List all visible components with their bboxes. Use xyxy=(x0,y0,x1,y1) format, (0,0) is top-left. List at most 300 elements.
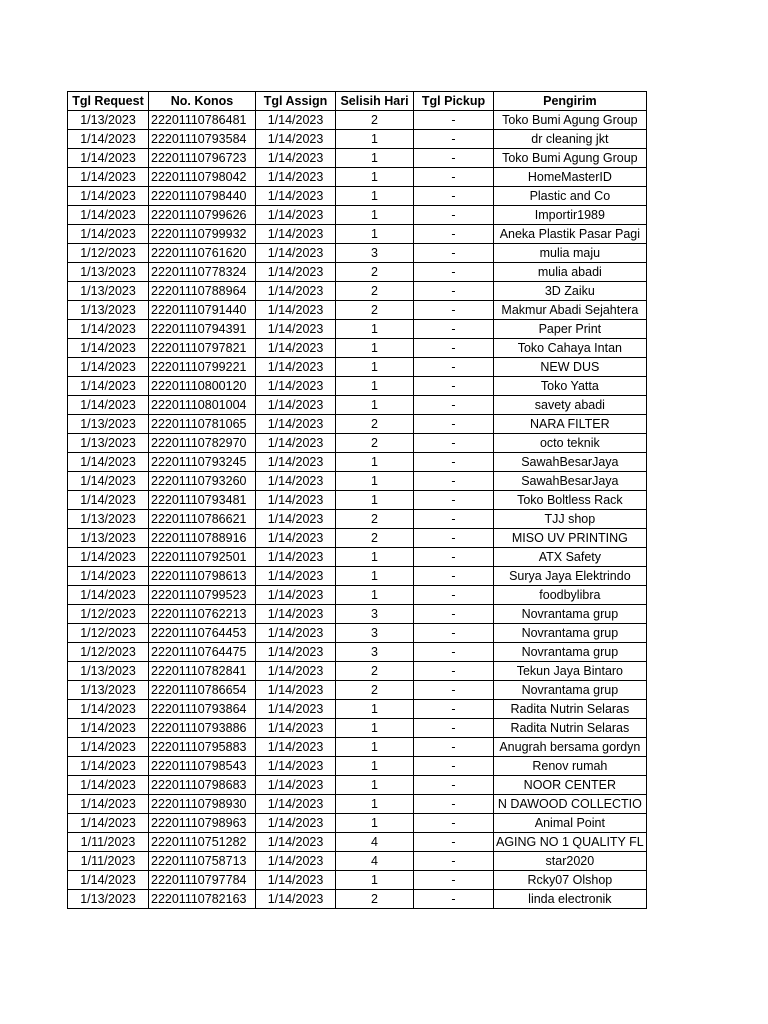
pengirim-cell[interactable] xyxy=(494,453,647,472)
no-konos-cell[interactable]: 22201110792501 xyxy=(149,548,256,567)
tgl-request-cell[interactable]: 1/13/2023 xyxy=(68,263,149,282)
selisih-hari-cell[interactable]: 1 xyxy=(336,491,414,510)
table-row xyxy=(68,396,647,415)
tgl-assign-cell[interactable]: 1/14/2023 xyxy=(256,453,336,472)
no-konos-cell[interactable]: 22201110801004 xyxy=(149,396,256,415)
pengirim-cell[interactable] xyxy=(494,871,647,890)
pengirim-cell[interactable] xyxy=(494,662,647,681)
tgl-assign-cell[interactable]: 1/14/2023 xyxy=(256,776,336,795)
table-row xyxy=(68,833,647,852)
no-konos-cell[interactable]: 22201110796723 xyxy=(149,149,256,168)
header-pengirim[interactable]: Pengirim xyxy=(494,92,647,111)
selisih-hari-cell[interactable]: 1 xyxy=(336,814,414,833)
no-konos-cell[interactable]: 22201110799523 xyxy=(149,586,256,605)
pengirim-cell[interactable] xyxy=(494,795,647,814)
table-row xyxy=(68,453,647,472)
pengirim-cell[interactable] xyxy=(494,130,647,149)
tgl-assign-cell[interactable]: 1/14/2023 xyxy=(256,757,336,776)
tgl-request-cell[interactable]: 1/14/2023 xyxy=(68,358,149,377)
tgl-pickup-cell[interactable]: - xyxy=(414,377,494,396)
no-konos-cell[interactable]: 22201110791440 xyxy=(149,301,256,320)
selisih-hari-cell[interactable]: 4 xyxy=(336,852,414,871)
no-konos-cell[interactable]: 22201110798440 xyxy=(149,187,256,206)
tgl-request-cell[interactable]: 1/14/2023 xyxy=(68,871,149,890)
selisih-hari-cell[interactable]: 2 xyxy=(336,301,414,320)
pengirim-text: TJJ shop xyxy=(544,512,596,526)
table-row xyxy=(68,700,647,719)
pengirim-cell[interactable] xyxy=(494,225,647,244)
no-konos-cell[interactable]: 22201110794391 xyxy=(149,320,256,339)
tgl-assign-cell[interactable]: 1/14/2023 xyxy=(256,206,336,225)
pengirim-cell[interactable] xyxy=(494,187,647,206)
tgl-pickup-cell[interactable]: - xyxy=(414,149,494,168)
no-konos-cell[interactable]: 22201110782163 xyxy=(149,890,256,909)
tgl-request-cell[interactable]: 1/11/2023 xyxy=(68,852,149,871)
tgl-assign-cell[interactable]: 1/14/2023 xyxy=(256,852,336,871)
tgl-request-cell[interactable]: 1/14/2023 xyxy=(68,757,149,776)
no-konos-cell[interactable]: 22201110764453 xyxy=(149,624,256,643)
tgl-assign-cell[interactable]: 1/14/2023 xyxy=(256,700,336,719)
pengirim-cell[interactable] xyxy=(494,814,647,833)
pengirim-cell[interactable] xyxy=(494,776,647,795)
selisih-hari-cell[interactable]: 1 xyxy=(336,377,414,396)
no-konos-cell[interactable]: 22201110799221 xyxy=(149,358,256,377)
selisih-hari-cell[interactable]: 1 xyxy=(336,738,414,757)
no-konos-cell[interactable]: 22201110788964 xyxy=(149,282,256,301)
table-row xyxy=(68,263,647,282)
pengirim-cell[interactable] xyxy=(494,852,647,871)
tgl-assign-cell[interactable]: 1/14/2023 xyxy=(256,643,336,662)
pengirim-cell[interactable] xyxy=(494,168,647,187)
no-konos-cell[interactable]: 22201110793886 xyxy=(149,719,256,738)
tgl-request-cell[interactable]: 1/14/2023 xyxy=(68,377,149,396)
tgl-assign-cell[interactable]: 1/14/2023 xyxy=(256,187,336,206)
tgl-pickup-cell[interactable]: - xyxy=(414,529,494,548)
selisih-hari-cell[interactable]: 1 xyxy=(336,339,414,358)
no-konos-cell[interactable]: 22201110798042 xyxy=(149,168,256,187)
tgl-request-cell[interactable]: 1/14/2023 xyxy=(68,206,149,225)
tgl-assign-cell[interactable]: 1/14/2023 xyxy=(256,833,336,852)
tgl-pickup-cell[interactable]: - xyxy=(414,757,494,776)
no-konos-cell[interactable]: 22201110798930 xyxy=(149,795,256,814)
pengirim-cell[interactable] xyxy=(494,700,647,719)
pengirim-text: Novrantama grup xyxy=(521,607,619,621)
tgl-request-cell[interactable]: 1/14/2023 xyxy=(68,491,149,510)
selisih-hari-cell[interactable]: 1 xyxy=(336,320,414,339)
tgl-pickup-cell[interactable]: - xyxy=(414,339,494,358)
no-konos-cell[interactable]: 22201110782841 xyxy=(149,662,256,681)
tgl-assign-cell[interactable]: 1/14/2023 xyxy=(256,282,336,301)
selisih-hari-cell[interactable]: 1 xyxy=(336,149,414,168)
no-konos-cell[interactable]: 22201110786621 xyxy=(149,510,256,529)
table-row xyxy=(68,187,647,206)
pengirim-cell[interactable] xyxy=(494,282,647,301)
pengirim-cell[interactable] xyxy=(494,301,647,320)
selisih-hari-cell[interactable]: 2 xyxy=(336,263,414,282)
tgl-request-cell[interactable]: 1/14/2023 xyxy=(68,339,149,358)
tgl-assign-cell[interactable]: 1/14/2023 xyxy=(256,111,336,130)
table-row xyxy=(68,643,647,662)
no-konos-cell[interactable]: 22201110786481 xyxy=(149,111,256,130)
tgl-assign-cell[interactable]: 1/14/2023 xyxy=(256,263,336,282)
table-row xyxy=(68,206,647,225)
tgl-assign-cell[interactable]: 1/14/2023 xyxy=(256,339,336,358)
pengirim-cell[interactable] xyxy=(494,624,647,643)
pengirim-text: NOOR CENTER xyxy=(523,778,617,792)
table-row xyxy=(68,529,647,548)
header-tgl-assign[interactable]: Tgl Assign xyxy=(256,92,336,111)
pengirim-text: Rcky07 Olshop xyxy=(527,873,613,887)
pengirim-cell[interactable] xyxy=(494,643,647,662)
tgl-pickup-cell[interactable]: - xyxy=(414,719,494,738)
no-konos-cell[interactable]: 22201110799626 xyxy=(149,206,256,225)
tgl-request-cell[interactable]: 1/12/2023 xyxy=(68,624,149,643)
tgl-pickup-cell[interactable]: - xyxy=(414,510,494,529)
tgl-pickup-cell[interactable]: - xyxy=(414,263,494,282)
tgl-pickup-cell[interactable]: - xyxy=(414,206,494,225)
tgl-pickup-cell[interactable]: - xyxy=(414,320,494,339)
selisih-hari-cell[interactable]: 1 xyxy=(336,757,414,776)
pengirim-cell[interactable] xyxy=(494,605,647,624)
table-row xyxy=(68,681,647,700)
pengirim-text: Novrantama grup xyxy=(521,683,619,697)
header-selisih-hari[interactable]: Selisih Hari xyxy=(336,92,414,111)
pengirim-text: ATX Safety xyxy=(538,550,602,564)
tgl-request-cell[interactable]: 1/14/2023 xyxy=(68,795,149,814)
tgl-pickup-cell[interactable]: - xyxy=(414,738,494,757)
tgl-pickup-cell[interactable]: - xyxy=(414,814,494,833)
table-row xyxy=(68,757,647,776)
tgl-request-cell[interactable]: 1/14/2023 xyxy=(68,548,149,567)
tgl-pickup-cell[interactable]: - xyxy=(414,852,494,871)
tgl-pickup-cell[interactable]: - xyxy=(414,187,494,206)
tgl-request-cell[interactable]: 1/12/2023 xyxy=(68,244,149,263)
selisih-hari-cell[interactable]: 1 xyxy=(336,776,414,795)
pengirim-cell[interactable] xyxy=(494,472,647,491)
table-row xyxy=(68,301,647,320)
tgl-assign-cell[interactable]: 1/14/2023 xyxy=(256,396,336,415)
tgl-assign-cell[interactable]: 1/14/2023 xyxy=(256,358,336,377)
tgl-request-cell[interactable]: 1/12/2023 xyxy=(68,643,149,662)
selisih-hari-cell[interactable]: 2 xyxy=(336,434,414,453)
tgl-assign-cell[interactable]: 1/14/2023 xyxy=(256,871,336,890)
pengirim-cell[interactable] xyxy=(494,149,647,168)
tgl-pickup-cell[interactable]: - xyxy=(414,643,494,662)
tgl-request-cell[interactable]: 1/13/2023 xyxy=(68,301,149,320)
tgl-pickup-cell[interactable]: - xyxy=(414,472,494,491)
pengirim-cell[interactable] xyxy=(494,890,647,909)
tgl-request-cell[interactable]: 1/14/2023 xyxy=(68,719,149,738)
table-row xyxy=(68,491,647,510)
selisih-hari-cell[interactable]: 1 xyxy=(336,472,414,491)
pengirim-text: Makmur Abadi Sejahtera xyxy=(501,303,639,317)
tgl-pickup-cell[interactable]: - xyxy=(414,453,494,472)
tgl-assign-cell[interactable]: 1/14/2023 xyxy=(256,510,336,529)
tgl-assign-cell[interactable]: 1/14/2023 xyxy=(256,491,336,510)
tgl-assign-cell[interactable]: 1/14/2023 xyxy=(256,244,336,263)
table-row xyxy=(68,586,647,605)
tgl-request-cell[interactable]: 1/13/2023 xyxy=(68,662,149,681)
table-row xyxy=(68,130,647,149)
table-row xyxy=(68,890,647,909)
pengirim-cell[interactable] xyxy=(494,111,647,130)
selisih-hari-cell[interactable]: 1 xyxy=(336,168,414,187)
tgl-request-cell[interactable]: 1/13/2023 xyxy=(68,282,149,301)
no-konos-cell[interactable]: 22201110793245 xyxy=(149,453,256,472)
pengirim-text: 3D Zaiku xyxy=(544,284,595,298)
tgl-request-cell[interactable]: 1/14/2023 xyxy=(68,586,149,605)
tgl-request-cell[interactable]: 1/13/2023 xyxy=(68,890,149,909)
pengirim-cell[interactable] xyxy=(494,548,647,567)
pengirim-text: NEW DUS xyxy=(540,360,600,374)
tgl-pickup-cell[interactable]: - xyxy=(414,567,494,586)
tgl-pickup-cell[interactable]: - xyxy=(414,415,494,434)
tgl-request-cell[interactable]: 1/13/2023 xyxy=(68,510,149,529)
header-row xyxy=(68,92,647,111)
header-tgl-pickup[interactable]: Tgl Pickup xyxy=(414,92,494,111)
no-konos-cell[interactable]: 22201110798963 xyxy=(149,814,256,833)
pengirim-text: linda electronik xyxy=(528,892,612,906)
selisih-hari-cell[interactable]: 2 xyxy=(336,529,414,548)
no-konos-cell[interactable]: 22201110758713 xyxy=(149,852,256,871)
tgl-request-cell[interactable]: 1/14/2023 xyxy=(68,130,149,149)
pengirim-cell[interactable] xyxy=(494,358,647,377)
tgl-request-cell[interactable]: 1/14/2023 xyxy=(68,776,149,795)
no-konos-cell[interactable]: 22201110798543 xyxy=(149,757,256,776)
tgl-request-cell[interactable]: 1/11/2023 xyxy=(68,833,149,852)
tgl-assign-cell[interactable]: 1/14/2023 xyxy=(256,225,336,244)
no-konos-cell[interactable]: 22201110797784 xyxy=(149,871,256,890)
pengirim-cell[interactable] xyxy=(494,415,647,434)
selisih-hari-cell[interactable]: 1 xyxy=(336,795,414,814)
header-no-konos[interactable]: No. Konos xyxy=(149,92,256,111)
tgl-request-cell[interactable]: 1/14/2023 xyxy=(68,814,149,833)
pengirim-cell[interactable] xyxy=(494,491,647,510)
table-row xyxy=(68,339,647,358)
tgl-assign-cell[interactable]: 1/14/2023 xyxy=(256,529,336,548)
no-konos-cell[interactable]: 22201110793481 xyxy=(149,491,256,510)
tgl-request-cell[interactable]: 1/13/2023 xyxy=(68,111,149,130)
pengirim-cell[interactable] xyxy=(494,206,647,225)
no-konos-cell[interactable]: 22201110762213 xyxy=(149,605,256,624)
no-konos-cell[interactable]: 22201110799932 xyxy=(149,225,256,244)
no-konos-cell[interactable]: 22201110800120 xyxy=(149,377,256,396)
tgl-assign-cell[interactable]: 1/14/2023 xyxy=(256,130,336,149)
tgl-request-cell[interactable]: 1/13/2023 xyxy=(68,681,149,700)
tgl-assign-cell[interactable]: 1/14/2023 xyxy=(256,890,336,909)
tgl-request-cell[interactable]: 1/13/2023 xyxy=(68,415,149,434)
tgl-pickup-cell[interactable]: - xyxy=(414,111,494,130)
no-konos-cell[interactable]: 22201110788916 xyxy=(149,529,256,548)
tgl-request-cell[interactable]: 1/14/2023 xyxy=(68,472,149,491)
tgl-assign-cell[interactable]: 1/14/2023 xyxy=(256,567,336,586)
no-konos-cell[interactable]: 22201110798683 xyxy=(149,776,256,795)
no-konos-cell[interactable]: 22201110795883 xyxy=(149,738,256,757)
no-konos-cell[interactable]: 22201110793864 xyxy=(149,700,256,719)
selisih-hari-cell[interactable]: 1 xyxy=(336,130,414,149)
pengirim-cell[interactable] xyxy=(494,320,647,339)
pengirim-cell[interactable] xyxy=(494,719,647,738)
pengirim-cell[interactable] xyxy=(494,529,647,548)
selisih-hari-cell[interactable]: 3 xyxy=(336,244,414,263)
tgl-pickup-cell[interactable]: - xyxy=(414,833,494,852)
tgl-assign-cell[interactable]: 1/14/2023 xyxy=(256,795,336,814)
tgl-assign-cell[interactable]: 1/14/2023 xyxy=(256,320,336,339)
tgl-assign-cell[interactable]: 1/14/2023 xyxy=(256,605,336,624)
tgl-assign-cell[interactable]: 1/14/2023 xyxy=(256,434,336,453)
tgl-pickup-cell[interactable]: - xyxy=(414,871,494,890)
header-tgl-request[interactable]: Tgl Request xyxy=(68,92,149,111)
table-row xyxy=(68,358,647,377)
tgl-assign-cell[interactable]: 1/14/2023 xyxy=(256,586,336,605)
tgl-request-cell[interactable]: 1/12/2023 xyxy=(68,605,149,624)
tgl-pickup-cell[interactable]: - xyxy=(414,396,494,415)
no-konos-cell[interactable]: 22201110778324 xyxy=(149,263,256,282)
selisih-hari-cell[interactable]: 2 xyxy=(336,890,414,909)
pengirim-text: Renov rumah xyxy=(532,759,608,773)
tgl-pickup-cell[interactable]: - xyxy=(414,548,494,567)
tgl-pickup-cell[interactable]: - xyxy=(414,434,494,453)
selisih-hari-cell[interactable]: 1 xyxy=(336,567,414,586)
pengirim-text: AGING NO 1 QUALITY FL xyxy=(496,835,644,849)
pengirim-text: octo teknik xyxy=(539,436,600,450)
selisih-hari-cell[interactable]: 2 xyxy=(336,415,414,434)
no-konos-cell[interactable]: 22201110764475 xyxy=(149,643,256,662)
no-konos-cell[interactable]: 22201110751282 xyxy=(149,833,256,852)
table-row xyxy=(68,624,647,643)
pengirim-cell[interactable] xyxy=(494,377,647,396)
no-konos-cell[interactable]: 22201110793584 xyxy=(149,130,256,149)
tgl-request-cell[interactable]: 1/14/2023 xyxy=(68,168,149,187)
tgl-assign-cell[interactable]: 1/14/2023 xyxy=(256,472,336,491)
pengirim-text: Tekun Jaya Bintaro xyxy=(516,664,624,678)
tgl-assign-cell[interactable]: 1/14/2023 xyxy=(256,301,336,320)
tgl-request-cell[interactable]: 1/14/2023 xyxy=(68,187,149,206)
tgl-assign-cell[interactable]: 1/14/2023 xyxy=(256,415,336,434)
pengirim-cell[interactable] xyxy=(494,244,647,263)
pengirim-cell[interactable] xyxy=(494,567,647,586)
tgl-pickup-cell[interactable]: - xyxy=(414,225,494,244)
selisih-hari-cell[interactable]: 2 xyxy=(336,111,414,130)
pengirim-text: Toko Bumi Agung Group xyxy=(502,151,638,165)
selisih-hari-cell[interactable]: 1 xyxy=(336,187,414,206)
pengirim-cell[interactable] xyxy=(494,263,647,282)
tgl-assign-cell[interactable]: 1/14/2023 xyxy=(256,662,336,681)
tgl-pickup-cell[interactable]: - xyxy=(414,700,494,719)
pengirim-cell[interactable] xyxy=(494,833,647,852)
tgl-request-cell[interactable]: 1/14/2023 xyxy=(68,700,149,719)
tgl-pickup-cell[interactable]: - xyxy=(414,586,494,605)
selisih-hari-cell[interactable]: 1 xyxy=(336,548,414,567)
tgl-pickup-cell[interactable]: - xyxy=(414,795,494,814)
tgl-assign-cell[interactable]: 1/14/2023 xyxy=(256,738,336,757)
selisih-hari-cell[interactable]: 2 xyxy=(336,510,414,529)
pengirim-cell[interactable] xyxy=(494,586,647,605)
no-konos-cell[interactable]: 22201110797821 xyxy=(149,339,256,358)
tgl-request-cell[interactable]: 1/14/2023 xyxy=(68,149,149,168)
pengirim-cell[interactable] xyxy=(494,339,647,358)
table-row xyxy=(68,719,647,738)
tgl-request-cell[interactable]: 1/14/2023 xyxy=(68,225,149,244)
tgl-pickup-cell[interactable]: - xyxy=(414,624,494,643)
tgl-pickup-cell[interactable]: - xyxy=(414,681,494,700)
selisih-hari-cell[interactable]: 1 xyxy=(336,719,414,738)
selisih-hari-cell[interactable]: 2 xyxy=(336,662,414,681)
tgl-pickup-cell[interactable]: - xyxy=(414,358,494,377)
tgl-pickup-cell[interactable]: - xyxy=(414,491,494,510)
selisih-hari-cell[interactable]: 1 xyxy=(336,225,414,244)
selisih-hari-cell[interactable]: 1 xyxy=(336,206,414,225)
tgl-request-cell[interactable]: 1/13/2023 xyxy=(68,529,149,548)
pengirim-cell[interactable] xyxy=(494,757,647,776)
selisih-hari-cell[interactable]: 1 xyxy=(336,358,414,377)
tgl-assign-cell[interactable]: 1/14/2023 xyxy=(256,168,336,187)
no-konos-cell[interactable]: 22201110781065 xyxy=(149,415,256,434)
selisih-hari-cell[interactable]: 1 xyxy=(336,871,414,890)
no-konos-cell[interactable]: 22201110782970 xyxy=(149,434,256,453)
tgl-pickup-cell[interactable]: - xyxy=(414,605,494,624)
tgl-pickup-cell[interactable]: - xyxy=(414,890,494,909)
pengirim-text: Plastic and Co xyxy=(529,189,611,203)
no-konos-cell[interactable]: 22201110798613 xyxy=(149,567,256,586)
tgl-assign-cell[interactable]: 1/14/2023 xyxy=(256,624,336,643)
tgl-request-cell[interactable]: 1/13/2023 xyxy=(68,434,149,453)
tgl-assign-cell[interactable]: 1/14/2023 xyxy=(256,681,336,700)
selisih-hari-cell[interactable]: 3 xyxy=(336,605,414,624)
pengirim-cell[interactable] xyxy=(494,738,647,757)
tgl-assign-cell[interactable]: 1/14/2023 xyxy=(256,377,336,396)
tgl-assign-cell[interactable]: 1/14/2023 xyxy=(256,719,336,738)
tgl-request-cell[interactable]: 1/14/2023 xyxy=(68,320,149,339)
selisih-hari-cell[interactable]: 1 xyxy=(336,396,414,415)
tgl-request-cell[interactable]: 1/14/2023 xyxy=(68,738,149,757)
table-row xyxy=(68,852,647,871)
pengirim-cell[interactable] xyxy=(494,434,647,453)
tgl-request-cell[interactable]: 1/14/2023 xyxy=(68,396,149,415)
tgl-request-cell[interactable]: 1/14/2023 xyxy=(68,453,149,472)
pengirim-cell[interactable] xyxy=(494,396,647,415)
selisih-hari-cell[interactable]: 1 xyxy=(336,453,414,472)
selisih-hari-cell[interactable]: 1 xyxy=(336,586,414,605)
pengirim-text: mulia abadi xyxy=(537,265,602,279)
selisih-hari-cell[interactable]: 1 xyxy=(336,700,414,719)
no-konos-cell[interactable]: 22201110761620 xyxy=(149,244,256,263)
tgl-pickup-cell[interactable]: - xyxy=(414,662,494,681)
tgl-pickup-cell[interactable]: - xyxy=(414,130,494,149)
tgl-pickup-cell[interactable]: - xyxy=(414,168,494,187)
no-konos-cell[interactable]: 22201110793260 xyxy=(149,472,256,491)
pengirim-text: HomeMasterID xyxy=(527,170,612,184)
tgl-assign-cell[interactable]: 1/14/2023 xyxy=(256,149,336,168)
no-konos-cell[interactable]: 22201110786654 xyxy=(149,681,256,700)
tgl-request-cell[interactable]: 1/14/2023 xyxy=(68,567,149,586)
tgl-pickup-cell[interactable]: - xyxy=(414,776,494,795)
selisih-hari-cell[interactable]: 4 xyxy=(336,833,414,852)
pengirim-cell[interactable] xyxy=(494,510,647,529)
pengirim-cell[interactable] xyxy=(494,681,647,700)
tgl-pickup-cell[interactable]: - xyxy=(414,282,494,301)
tgl-assign-cell[interactable]: 1/14/2023 xyxy=(256,548,336,567)
selisih-hari-cell[interactable]: 3 xyxy=(336,643,414,662)
selisih-hari-cell[interactable]: 2 xyxy=(336,282,414,301)
shipment-table xyxy=(67,91,647,909)
tgl-pickup-cell[interactable]: - xyxy=(414,244,494,263)
selisih-hari-cell[interactable]: 3 xyxy=(336,624,414,643)
selisih-hari-cell[interactable]: 2 xyxy=(336,681,414,700)
tgl-pickup-cell[interactable]: - xyxy=(414,301,494,320)
tgl-assign-cell[interactable]: 1/14/2023 xyxy=(256,814,336,833)
pengirim-text: Novrantama grup xyxy=(521,645,619,659)
